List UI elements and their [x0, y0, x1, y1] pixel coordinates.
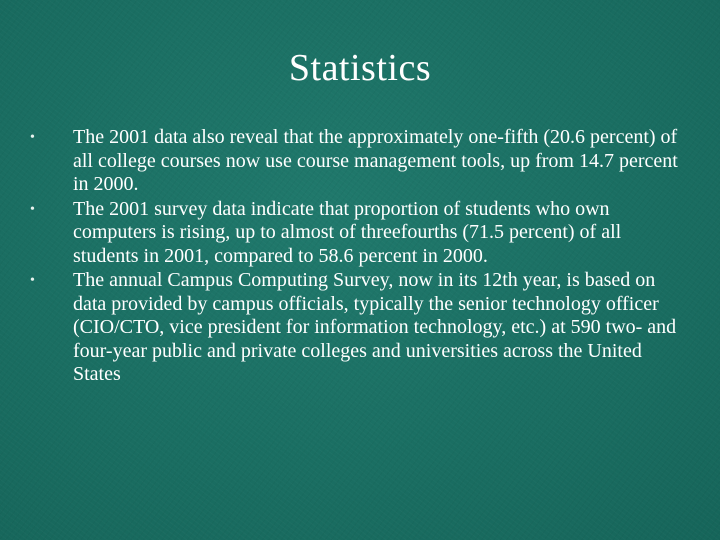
- bullet-text: The 2001 data also reveal that the approximately one-fifth (20.6 percent) of all college courses now use course management tools, up from 14.7 percent in 2000.: [73, 126, 678, 195]
- bullet-text: The 2001 survey data indicate that proportion of students who own computers is rising, up to almost of threefourths (71.5 percent) of all students in 2001, compared to 58.6 percent in 2000.: [73, 197, 622, 267]
- bullet-item: [30, 126, 690, 197]
- bullet-dot-icon: •: [30, 201, 35, 217]
- slide-title: Statistics: [288, 47, 432, 89]
- bullet-list: [30, 126, 690, 388]
- bullet-dot-icon: •: [30, 273, 35, 288]
- bullet-dot-icon: •: [30, 130, 35, 145]
- bullet-item: [30, 198, 690, 269]
- bullet-item: [30, 269, 690, 387]
- bullet-text: The annual Campus Computing Survey, now in its 12th year, is based on data provided by campus officials, typically the senior technology officer (CIO/CTO, vice president for information technology, etc.) at 590 two- and four-year public and private colleges and universities across the United States: [73, 269, 677, 385]
